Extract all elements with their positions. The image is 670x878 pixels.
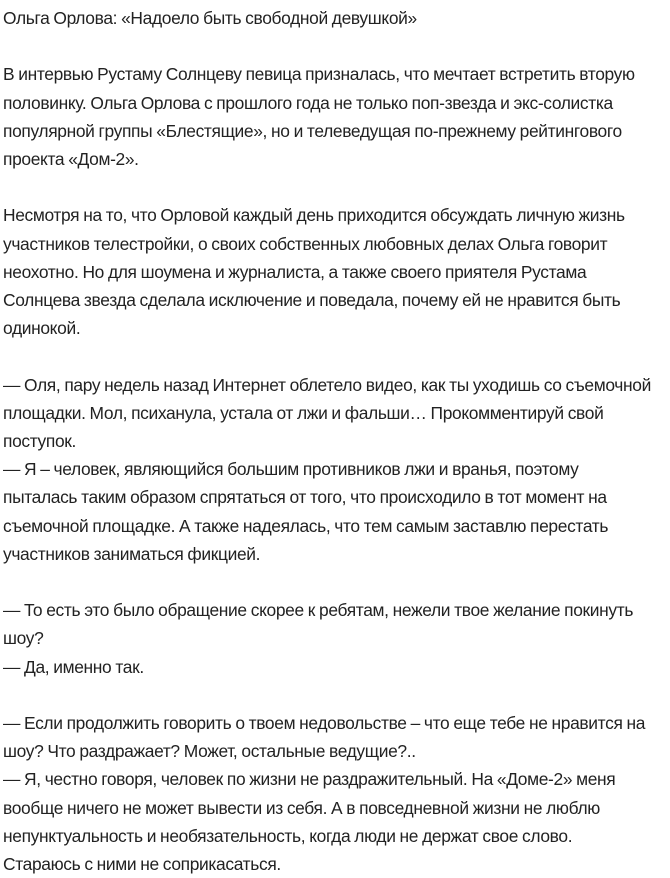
text-line: съемочной площадке. А также надеялась, что тем самым заставлю перестать — [3, 515, 609, 536]
text-line: непунктуальность и необязательность, когда люди не держат свое слово. — [3, 825, 573, 846]
article-title: Ольга Орлова: «Надоело быть свободной девушкой» — [3, 8, 417, 28]
text-line: вообще ничего не может вывести из себя. А в повседневной жизни не люблю — [3, 797, 600, 818]
paragraph-intro — [3, 60, 664, 173]
text-line: пыталась таким образом спрятаться от того, что происходило в тот момент на — [3, 487, 607, 508]
text-line: неохотно. Но для шоумена и журналиста, а также своего приятеля Рустама — [3, 261, 587, 282]
text-line: популярной группы «Блестящие», но и телеведущая по-прежнему рейтингового — [3, 120, 622, 141]
text-line: Стараюсь с ними не соприкасаться. — [3, 854, 281, 875]
spacer — [3, 342, 664, 370]
text-line: одинокой. — [3, 318, 81, 339]
text-line: — Я, честно говоря, человек по жизни не раздражительный. На «Доме-2» меня — [3, 769, 616, 790]
spacer — [3, 568, 664, 596]
text-line: площадки. Мол, психанула, устала от лжи и фальши… Прокомментируй свой — [3, 402, 604, 423]
text-line: участников заниматься фикцией. — [3, 543, 261, 564]
paragraph-qa-1 — [3, 371, 664, 568]
text-line: — Я – человек, являющийся большим противников лжи и вранья, поэтому — [3, 459, 579, 480]
text-line: Солнцева звезда сделала исключение и поведала, почему ей не нравится быть — [3, 290, 621, 310]
text-line: поступок. — [3, 431, 77, 451]
text-line: проекта «Дом-2». — [3, 149, 139, 169]
text-line: — Да, именно так. — [3, 656, 144, 677]
paragraph-qa-2 — [3, 596, 664, 681]
text-line: — То есть это было обращение скорее к ребятам, нежели твое желание покинуть — [3, 600, 634, 621]
text-line: В интервью Рустаму Солнцеву певица призналась, что мечтает встретить вторую — [3, 64, 635, 85]
text-line: Несмотря на то, что Орловой каждый день приходится обсуждать личную жизнь — [3, 205, 625, 226]
text-line: участников телестройки, о своих собственных любовных делах Ольга говорит — [3, 233, 608, 254]
spacer — [3, 173, 664, 201]
spacer — [3, 32, 664, 60]
paragraph-context — [3, 201, 664, 342]
paragraph-qa-3 — [3, 709, 664, 878]
spacer — [3, 681, 664, 709]
text-line: шоу? — [3, 628, 44, 649]
article — [0, 4, 670, 878]
text-line: шоу? Что раздражает? Может, остальные ведущие?.. — [3, 741, 416, 762]
text-line: — Если продолжить говорить о твоем недовольстве – что еще тебе не нравится на — [3, 713, 646, 733]
text-line: — Оля, пару недель назад Интернет облетело видео, как ты уходишь со съемочной — [3, 374, 651, 395]
text-line: половинку. Ольга Орлова с прошлого года не только поп-звезда и экс-солистка — [3, 92, 613, 113]
